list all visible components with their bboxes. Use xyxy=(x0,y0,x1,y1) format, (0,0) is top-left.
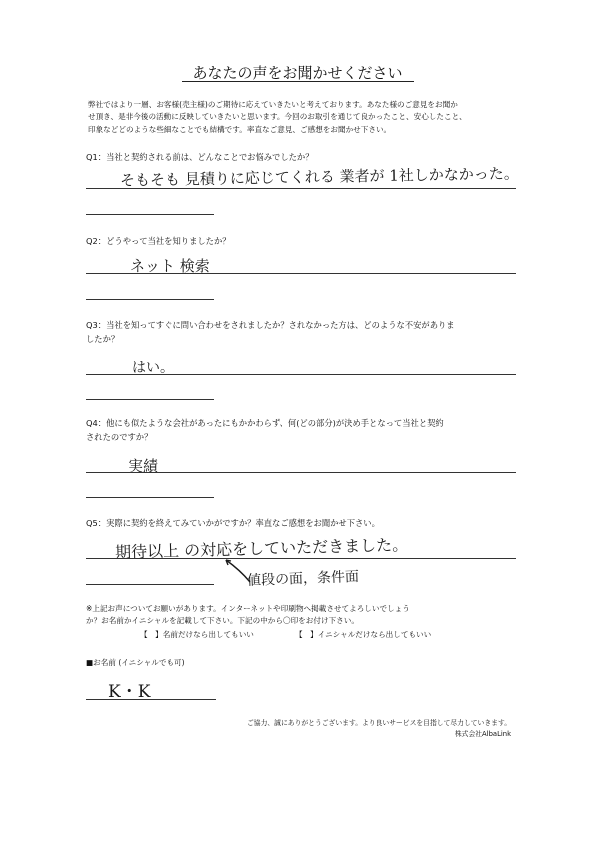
q4-question-line: されたのですか？ xyxy=(86,432,153,442)
answer-line-short xyxy=(86,299,214,300)
answer-line xyxy=(86,558,516,559)
q1-answer-handwriting: そもそも 見積りに応じてくれる 業者が 1社しかなかった。 xyxy=(119,164,519,190)
answer-line-short xyxy=(86,214,214,215)
title-underline xyxy=(182,81,414,82)
q3-question xyxy=(86,318,526,346)
intro-line: 弊社ではより一層、お客様(売主様)のご期待に応えていきたいと考えております。あなた様のご意見をお聞か xyxy=(88,100,458,109)
q2-answer-handwriting: ネット 検索 xyxy=(130,257,210,275)
q3-question-line: Q3：当社を知ってすぐに問い合わせをされましたか？されなかった方は、どのような不安がありま xyxy=(86,320,455,330)
q1-question: Q1：当社と契約される前は、どんなことでお悩みでしたか？ xyxy=(86,152,314,162)
intro-text xyxy=(88,99,518,136)
footer-company: 株式会社AlbaLink xyxy=(454,730,511,738)
intro-line: 印象などどのような些細なことでも結構です。率直なご意見、ご感想をお聞かせ下さい。 xyxy=(88,124,392,134)
q3-question-line: したか？ xyxy=(86,334,120,344)
q2-question: Q2：どうやって当社を知りましたか？ xyxy=(86,236,231,246)
q5-answer-handwriting: 期待以上 の対応をしていただきました。 xyxy=(114,535,409,562)
answer-line xyxy=(86,472,516,473)
name-value-handwriting: K・K xyxy=(108,682,151,702)
name-label: ■お名前 (イニシャルでも可) xyxy=(86,658,185,667)
consent-option-name: 【 】名前だけなら出してもいい xyxy=(140,630,254,639)
answer-line xyxy=(86,188,516,189)
footer xyxy=(247,718,511,740)
q4-question xyxy=(86,416,526,444)
intro-line: せ頂き、是非今後の活動に反映していきたいと思います。今回のお取引を通じて良かったこと、安心したこと、 xyxy=(88,112,467,122)
q5-answer-insert-handwriting: 値段の面，条件面 xyxy=(246,569,360,589)
name-line xyxy=(86,699,216,700)
answer-line xyxy=(86,273,516,274)
footer-thanks: ご協力、誠にありがとうございます。より良いサービスを目指して尽力していきます。 xyxy=(247,719,511,727)
consent-option-initials: 【 】イニシャルだけなら出してもいい xyxy=(295,630,432,639)
consent-line: ※上記お声についてお願いがあります。インターネットや印刷物へ掲載させてよろしいでしょう xyxy=(86,604,410,613)
consent-line: か？お名前かイニシャルを記載して下さい。下記の中から〇印をお付け下さい。 xyxy=(86,616,359,625)
answer-line-short xyxy=(86,584,214,585)
answer-line-short xyxy=(86,399,214,400)
answer-line-short xyxy=(86,497,214,498)
q3-answer-handwriting: はい。 xyxy=(132,360,174,376)
answer-line xyxy=(86,374,516,375)
page-title: あなたの声をお聞かせください xyxy=(192,64,403,82)
q4-question-line: Q4：他にも似たような会社があったにもかかわらず、何(どの部分)が決め手となって当社と契約 xyxy=(86,418,444,428)
q5-question: Q5：実際に契約を終えてみていかがですか？率直なご感想をお聞かせ下さい。 xyxy=(86,518,380,528)
consent-text xyxy=(86,603,526,627)
q4-answer-handwriting: 実績 xyxy=(128,457,159,475)
